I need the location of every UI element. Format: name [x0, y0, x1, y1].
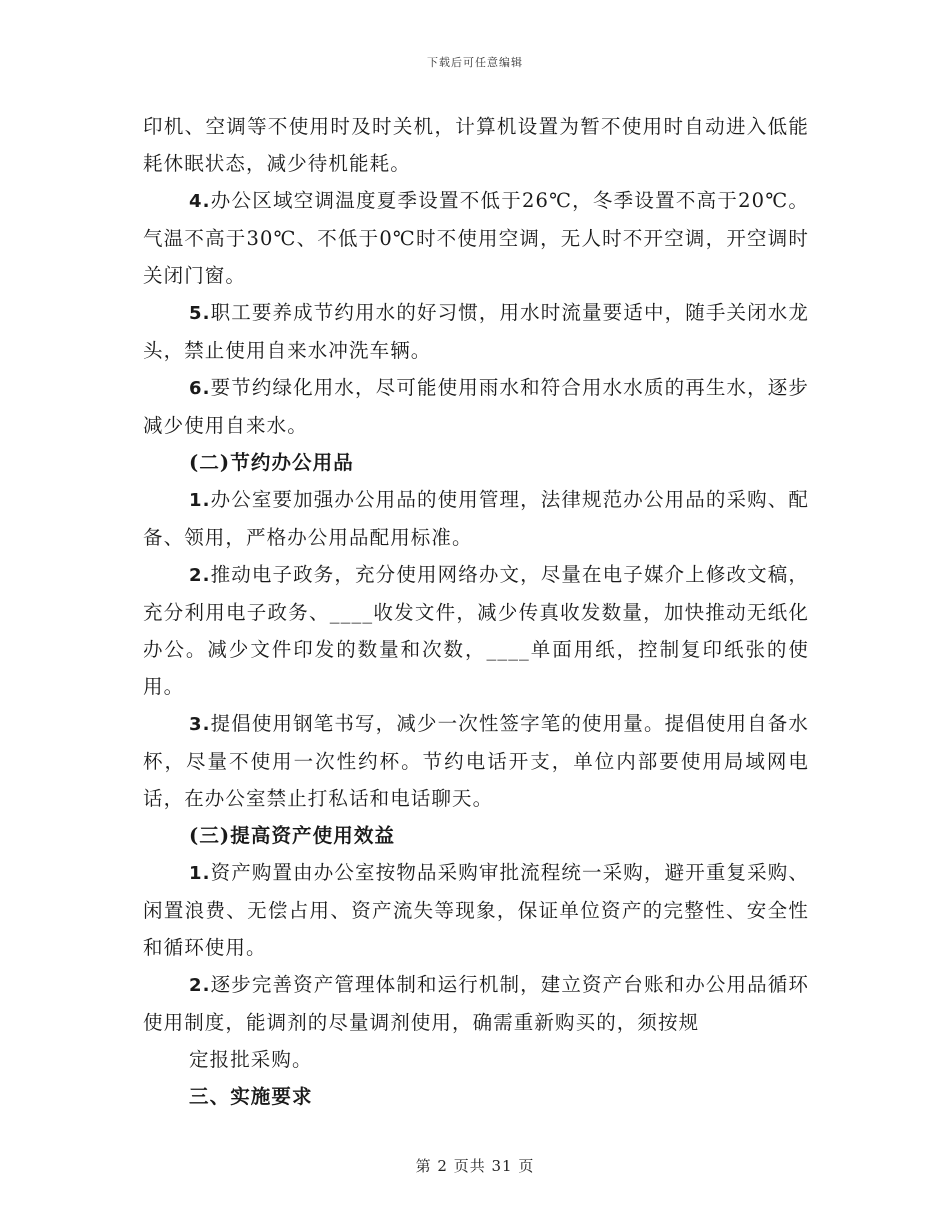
item-text: 办公区域空调温度夏季设置不低于26℃，冬季设置不高于20℃。气温不高于30℃、不低于0℃时不使用空调，无人时不开空调，开空调时关闭门窗。: [143, 189, 809, 287]
item-text: 办公室要加强办公用品的使用管理，法律规范办公用品的采购、配备、领用，严格办公用品配用标准。: [143, 488, 809, 549]
list-item: [143, 481, 809, 556]
list-item: [143, 294, 809, 369]
paragraph-continuation: 印机、空调等不使用时及时关机，计算机设置为暂不使用时自动进入低能耗休眠状态，减少待机能耗。: [143, 115, 809, 175]
item-text: 推动电子政务，充分使用网络办文，尽量在电子媒介上修改文稿，充分利用电子政务、____收发文件，减少传真收发数量，加快推动无纸化办公。减少文件印发的数量和次数，____单面用纸，控制复印纸张的使用。: [143, 563, 809, 698]
item-text: 职工要养成节约用水的好习惯，用水时流量要适中，随手关闭水龙头，禁止使用自来水冲洗车辆。: [143, 301, 809, 362]
list-item: [143, 966, 809, 1041]
section-heading: (二)节约办公用品: [189, 451, 354, 474]
page-header-note: 下载后可任意编辑: [427, 56, 523, 69]
list-item: [143, 182, 809, 294]
chapter-heading: 三、实施要求: [189, 1085, 313, 1108]
item-number: 5.: [189, 303, 211, 324]
item-number: 2.: [189, 975, 211, 996]
item-number: 1.: [189, 490, 211, 511]
item-number: 2.: [189, 565, 211, 586]
document-body: [143, 108, 809, 1115]
item-text: 资产购置由办公室按物品采购审批流程统一采购，避开重复采购、闲置浪费、无偿占用、资产流失等现象，保证单位资产的完整性、安全性和循环使用。: [143, 861, 809, 959]
list-item: [143, 556, 809, 705]
item-number: 6.: [189, 378, 211, 399]
list-item: [143, 705, 809, 817]
section-heading: (三)提高资产使用效益: [189, 824, 396, 847]
list-item: [143, 369, 809, 444]
list-item: [143, 854, 809, 966]
paragraph-tail: 定报批采购。: [189, 1048, 313, 1071]
item-number: 3.: [189, 714, 211, 735]
page-number-footer: 第 2 页共 31 页: [415, 1157, 535, 1175]
item-number: 4.: [189, 191, 211, 212]
item-text: 要节约绿化用水，尽可能使用雨水和符合用水水质的再生水，逐步减少使用自来水。: [143, 376, 809, 437]
item-number: 1.: [189, 863, 211, 884]
item-text: 提倡使用钢笔书写，减少一次性签字笔的使用量。提倡使用自备水杯，尽量不使用一次性约杯。节约电话开支，单位内部要使用局域网电话，在办公室禁止打私话和电话聊天。: [143, 712, 809, 810]
item-text: 逐步完善资产管理体制和运行机制，建立资产台账和办公用品循环使用制度，能调剂的尽量调剂使用，确需重新购买的，须按规: [143, 973, 809, 1034]
